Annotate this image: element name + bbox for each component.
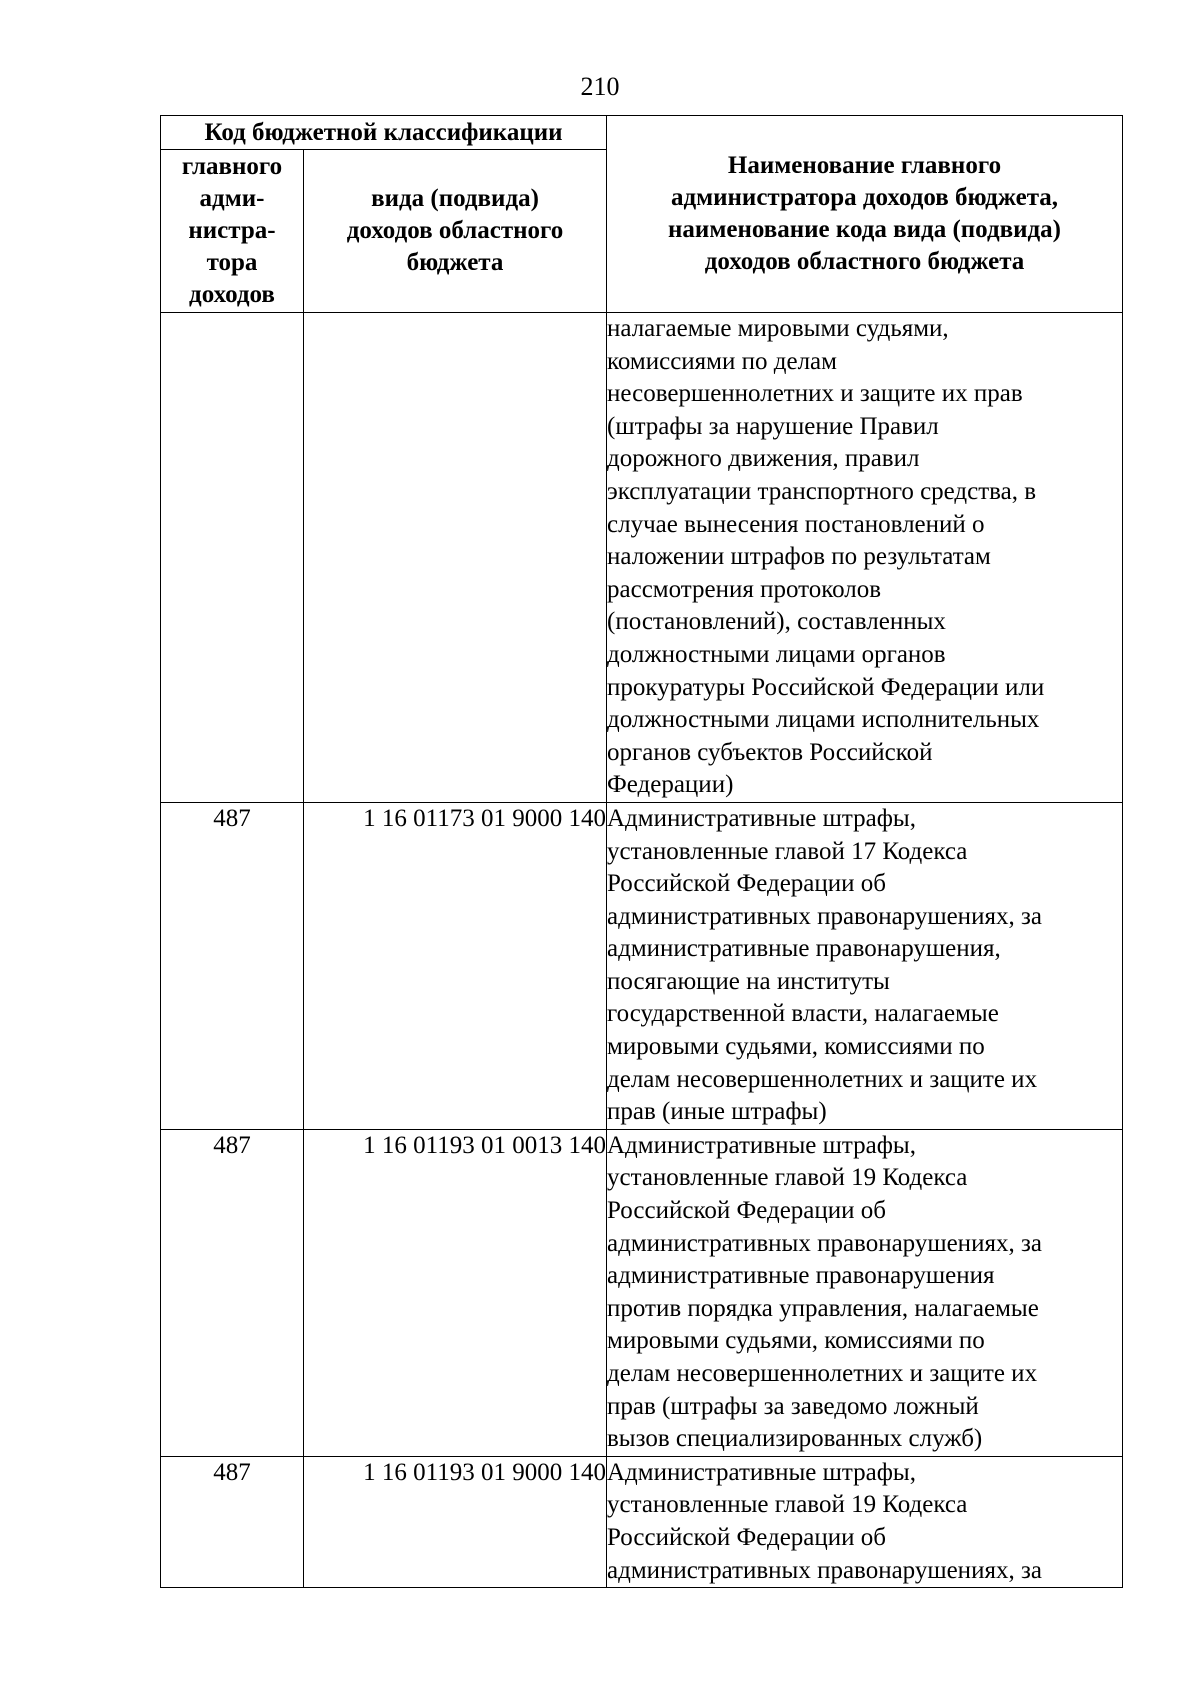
kind-header-line: бюджета bbox=[406, 249, 504, 276]
table-row bbox=[161, 802, 1123, 1129]
admin-column-header bbox=[161, 150, 304, 313]
description-line: Федерации) bbox=[607, 771, 734, 799]
description-line: мировыми судьями, комиссиями по bbox=[607, 1033, 985, 1061]
name-header-line: Наименование главного bbox=[727, 152, 1002, 179]
description-line: административных правонарушениях, за bbox=[607, 902, 1042, 930]
kind-header-line: вида (подвида) bbox=[371, 185, 539, 212]
table-row bbox=[161, 313, 1123, 803]
description-line: Российской Федерации об bbox=[607, 1523, 886, 1551]
description-line: установленные главой 17 Кодекса bbox=[607, 837, 968, 865]
description-line: Административные штрафы, bbox=[607, 804, 916, 832]
description-line: Административные штрафы, bbox=[607, 1131, 916, 1159]
description-line: эксплуатации транспортного средства, в bbox=[607, 477, 1037, 505]
description-cell bbox=[607, 1129, 1123, 1456]
description-line: органов субъектов Российской bbox=[607, 738, 933, 766]
description-line: установленные главой 19 Кодекса bbox=[607, 1164, 968, 1192]
description-line: несовершеннолетних и защите их прав bbox=[607, 380, 1023, 408]
description-cell bbox=[607, 802, 1123, 1129]
description-line: должностными лицами органов bbox=[607, 640, 946, 668]
page-number: 210 bbox=[580, 72, 620, 101]
budget-classification-code-header: Код бюджетной классификации bbox=[161, 116, 607, 150]
description-line: прокуратуры Российской Федерации или bbox=[607, 673, 1045, 701]
description-line: (постановлений), составленных bbox=[607, 608, 946, 636]
budget-classification-table bbox=[160, 115, 1123, 1588]
description-line: дорожного движения, правил bbox=[607, 445, 920, 473]
description-line: Административные штрафы, bbox=[607, 1458, 916, 1486]
description-line: прав (иные штрафы) bbox=[607, 1098, 827, 1126]
description-line: административных правонарушениях, за bbox=[607, 1229, 1042, 1257]
income-code-cell: 1 16 01193 01 0013 140 bbox=[304, 1129, 607, 1456]
description-line: административные правонарушения bbox=[607, 1262, 995, 1290]
admin-code-cell: 487 bbox=[161, 802, 304, 1129]
table-body bbox=[161, 313, 1123, 1588]
income-code-cell bbox=[304, 313, 607, 803]
kind-header-line: доходов областного bbox=[346, 217, 564, 244]
admin-code-cell: 487 bbox=[161, 1456, 304, 1587]
table-row bbox=[161, 1456, 1123, 1587]
description-line: наложении штрафов по результатам bbox=[607, 543, 991, 571]
description-cell bbox=[607, 1456, 1123, 1587]
description-line: делам несовершеннолетних и защите их bbox=[607, 1065, 1038, 1093]
description-line: делам несовершеннолетних и защите их bbox=[607, 1360, 1038, 1387]
description-line: комиссиями по делам bbox=[607, 347, 837, 375]
description-line: административных правонарушениях, за bbox=[607, 1556, 1042, 1584]
description-line: административные правонарушения, bbox=[607, 935, 1001, 963]
admin-header-line: адми- bbox=[199, 185, 265, 212]
description-line: вызов специализированных служб) bbox=[607, 1425, 983, 1453]
description-line: прав (штрафы за заведомо ложный bbox=[607, 1392, 979, 1420]
admin-header-line: нистра- bbox=[188, 217, 276, 244]
admin-header-line: доходов bbox=[189, 281, 275, 308]
description-line: Российской Федерации об bbox=[607, 870, 886, 898]
name-header-line: доходов областного бюджета bbox=[704, 248, 1025, 275]
description-cell bbox=[607, 313, 1123, 803]
name-header-line: администратора доходов бюджета, bbox=[670, 184, 1059, 211]
description-line: (штрафы за нарушение Правил bbox=[607, 412, 939, 440]
admin-code-cell: 487 bbox=[161, 1129, 304, 1456]
description-line: должностными лицами исполнительных bbox=[607, 706, 1040, 734]
header-row-group bbox=[161, 116, 1123, 150]
description-line: Российской Федерации об bbox=[607, 1197, 886, 1225]
description-line: мировыми судьями, комиссиями по bbox=[607, 1327, 985, 1355]
description-line: против порядка управления, налагаемые bbox=[607, 1294, 1039, 1322]
income-code-cell: 1 16 01173 01 9000 140 bbox=[304, 802, 607, 1129]
income-code-cell: 1 16 01193 01 9000 140 bbox=[304, 1456, 607, 1587]
admin-header-line: тора bbox=[206, 249, 258, 276]
description-line: государственной власти, налагаемые bbox=[607, 1000, 999, 1028]
description-line: посягающие на институты bbox=[607, 967, 890, 995]
description-line: налагаемые мировыми судьями, bbox=[607, 315, 949, 342]
table-row bbox=[161, 1129, 1123, 1456]
admin-header-line: главного bbox=[181, 153, 283, 180]
name-column-header bbox=[607, 116, 1123, 313]
name-header-line: наименование кода вида (подвида) bbox=[668, 216, 1061, 243]
description-line: рассмотрения протоколов bbox=[607, 575, 882, 603]
description-line: случае вынесения постановлений о bbox=[607, 510, 985, 538]
description-line: установленные главой 19 Кодекса bbox=[607, 1491, 968, 1519]
admin-code-cell bbox=[161, 313, 304, 803]
table-header bbox=[161, 116, 1123, 313]
kind-column-header bbox=[304, 150, 607, 313]
